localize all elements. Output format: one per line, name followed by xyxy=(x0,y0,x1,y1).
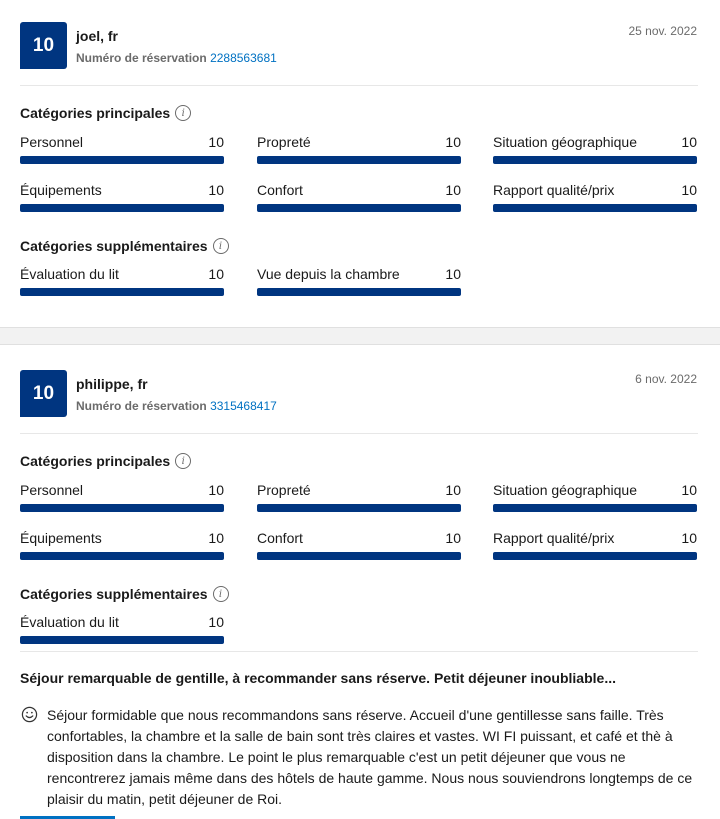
category-score: 10 xyxy=(681,182,697,198)
main-categories-title xyxy=(20,453,191,469)
info-icon[interactable]: i xyxy=(175,453,191,469)
category-rapport-qualite-prix xyxy=(493,182,697,212)
category-evaluation-lit xyxy=(20,266,224,296)
category-proprete xyxy=(257,482,461,512)
category-proprete xyxy=(257,134,461,164)
category-score: 10 xyxy=(445,530,461,546)
category-equipements xyxy=(20,530,224,560)
review-positive-text: Séjour formidable que nous recommandons sans réserve. Accueil d'une gentillesse sans faille. Très confortables, la chambre et la salle de bain sont très claires et vastes. WI FI puissant, et café et thè à disposition dans la chambre. Le point le plus remarquable c'est un petit déjeuner que vous ne rencontrerez jamais même dans des hôtels de haute gamme. Nous nous souviendrons longtemps de ce plaisir du matin, petit déjeuner de Roi. xyxy=(47,707,693,807)
divider xyxy=(20,651,698,652)
category-label: Situation géographique xyxy=(493,482,638,498)
reviewer-name: joel, fr xyxy=(76,28,119,44)
category-score: 10 xyxy=(445,134,461,150)
category-label: Équipements xyxy=(20,530,102,546)
category-bar xyxy=(257,288,461,296)
reservation-label: Numéro de réservation xyxy=(76,51,207,65)
score-badge: 10 xyxy=(20,370,67,417)
category-label: Évaluation du lit xyxy=(20,614,119,630)
category-bar xyxy=(493,552,697,560)
category-situation xyxy=(493,134,697,164)
category-bar xyxy=(20,156,224,164)
review-headline: Séjour remarquable de gentille, à recommander sans réserve. Petit déjeuner inoubliable... xyxy=(20,670,616,686)
extra-categories-label: Catégories supplémentaires xyxy=(20,238,208,254)
category-bar xyxy=(493,156,697,164)
review-separator xyxy=(0,327,720,345)
category-vue-chambre xyxy=(257,266,461,296)
category-score: 10 xyxy=(681,482,697,498)
reservation-info xyxy=(76,399,277,413)
extra-categories-title xyxy=(20,586,229,602)
category-label: Personnel xyxy=(20,134,84,150)
category-equipements xyxy=(20,182,224,212)
category-label: Personnel xyxy=(20,482,84,498)
category-score: 10 xyxy=(445,266,461,282)
extra-categories-title xyxy=(20,238,229,254)
category-score: 10 xyxy=(681,530,697,546)
category-label: Vue depuis la chambre xyxy=(257,266,400,282)
category-evaluation-lit xyxy=(20,614,224,644)
category-score: 10 xyxy=(445,482,461,498)
smile-icon xyxy=(21,706,38,723)
divider xyxy=(20,85,698,86)
review-date: 25 nov. 2022 xyxy=(628,24,697,38)
category-rapport-qualite-prix xyxy=(493,530,697,560)
category-label: Propreté xyxy=(257,482,311,498)
extra-categories-label: Catégories supplémentaires xyxy=(20,586,208,602)
reservation-number-link[interactable]: 3315468417 xyxy=(210,399,277,413)
reservation-label: Numéro de réservation xyxy=(76,399,207,413)
category-label: Confort xyxy=(257,182,303,198)
review-date: 6 nov. 2022 xyxy=(635,372,697,386)
category-confort xyxy=(257,182,461,212)
category-score: 10 xyxy=(681,134,697,150)
category-score: 10 xyxy=(208,614,224,630)
reservation-info xyxy=(76,51,277,65)
info-icon[interactable]: i xyxy=(213,586,229,602)
category-score: 10 xyxy=(208,482,224,498)
reviewer-name: philippe, fr xyxy=(76,376,148,392)
category-situation xyxy=(493,482,697,512)
category-personnel xyxy=(20,134,224,164)
category-bar xyxy=(20,204,224,212)
category-bar xyxy=(20,288,224,296)
category-bar xyxy=(493,204,697,212)
category-score: 10 xyxy=(208,266,224,282)
category-label: Situation géographique xyxy=(493,134,638,150)
reservation-number-link[interactable]: 2288563681 xyxy=(210,51,277,65)
category-bar xyxy=(257,552,461,560)
category-score: 10 xyxy=(208,134,224,150)
category-label: Propreté xyxy=(257,134,311,150)
divider xyxy=(20,433,698,434)
score-badge: 10 xyxy=(20,22,67,69)
category-label: Évaluation du lit xyxy=(20,266,119,282)
main-categories-label: Catégories principales xyxy=(20,453,171,469)
category-score: 10 xyxy=(208,182,224,198)
category-score: 10 xyxy=(445,182,461,198)
category-label: Confort xyxy=(257,530,303,546)
main-categories-label: Catégories principales xyxy=(20,105,171,121)
info-icon[interactable]: i xyxy=(175,105,191,121)
category-label: Rapport qualité/prix xyxy=(493,530,615,546)
category-bar xyxy=(257,156,461,164)
info-icon[interactable]: i xyxy=(213,238,229,254)
category-bar xyxy=(257,504,461,512)
category-personnel xyxy=(20,482,224,512)
category-bar xyxy=(20,636,224,644)
category-score: 10 xyxy=(208,530,224,546)
main-categories-title xyxy=(20,105,191,121)
category-confort xyxy=(257,530,461,560)
category-bar xyxy=(20,504,224,512)
category-bar xyxy=(20,552,224,560)
category-label: Rapport qualité/prix xyxy=(493,182,615,198)
category-label: Équipements xyxy=(20,182,102,198)
category-bar xyxy=(257,204,461,212)
category-bar xyxy=(493,504,697,512)
